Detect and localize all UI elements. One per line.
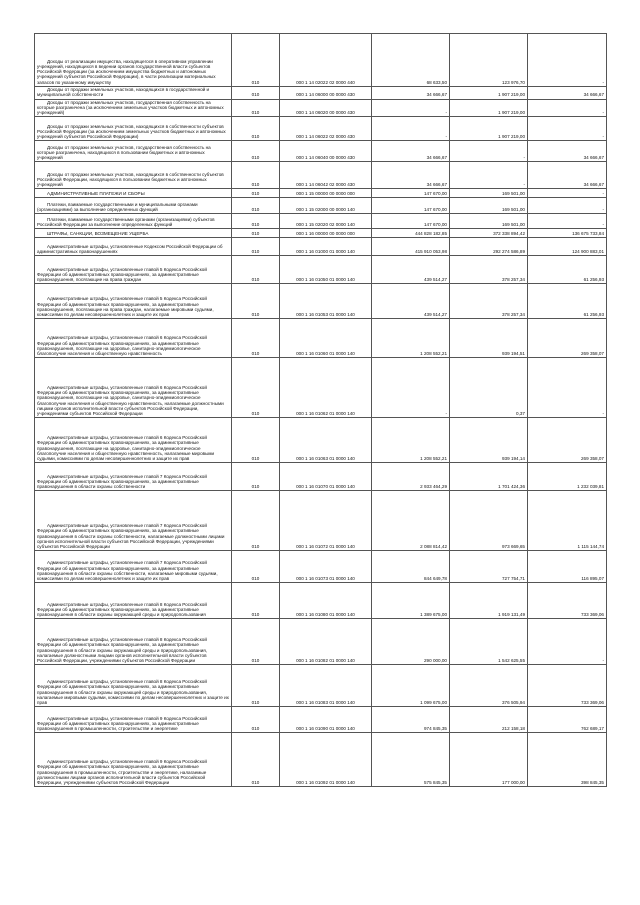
- row-name: Доходы от продажи земельных участков, государственная собственность на которые разграничена (за исключением земельных участков бюджетных и автономных учреждений): [35, 99, 232, 117]
- row-approved: 1 208 552,21: [372, 418, 450, 463]
- row-code: 010: [232, 463, 280, 491]
- row-kbk: 000 1 16 01072 01 0000 140: [280, 491, 372, 551]
- table-row: [35, 198, 607, 214]
- row-executed: 292 274 586,89: [450, 238, 528, 256]
- table-row: [35, 99, 607, 117]
- row-remaining: -: [528, 117, 607, 141]
- row-approved: 1 099 675,00: [372, 665, 450, 707]
- row-code: 010: [232, 198, 280, 214]
- row-remaining: 34 666,67: [528, 141, 607, 162]
- row-kbk: 000 1 15 02000 00 0000 140: [280, 198, 372, 214]
- row-remaining: -: [528, 99, 607, 117]
- row-name: Административные штрафы, установленные главой 5 Кодекса Российской Федерации об административных правонарушениях, за административные правонарушения, посягающие на права граждан: [35, 256, 232, 284]
- row-kbk: 000 1 14 06000 00 0000 430: [280, 87, 372, 100]
- row-remaining: 762 689,17: [528, 707, 607, 733]
- table-row: [35, 229, 607, 238]
- table-row: [35, 34, 607, 87]
- row-kbk: 000 1 16 01082 01 0000 140: [280, 619, 372, 665]
- row-approved: 34 666,67: [372, 141, 450, 162]
- table-row: [35, 141, 607, 162]
- row-approved: 439 514,27: [372, 256, 450, 284]
- row-executed: 973 669,65: [450, 491, 528, 551]
- row-approved: 2 088 814,42: [372, 491, 450, 551]
- row-approved: 439 514,27: [372, 284, 450, 319]
- row-code: 010: [232, 583, 280, 619]
- row-code: 010: [232, 256, 280, 284]
- row-name: АДМИНИСТРАТИВНЫЕ ПЛАТЕЖИ И СБОРЫ: [35, 189, 232, 198]
- table-row: [35, 162, 607, 189]
- row-approved: -: [372, 358, 450, 418]
- row-code: 010: [232, 418, 280, 463]
- row-name: Административные штрафы, установленные главой 8 Кодекса Российской Федерации об административных правонарушениях, за административные правонарушения в области охраны окружающей среды и природопользования, налагаемые мировыми судьями, комиссиями по делам несовершеннолетних и защите их прав: [35, 665, 232, 707]
- table-row: [35, 583, 607, 619]
- row-approved: 68 633,50: [372, 34, 450, 87]
- row-code: 010: [232, 284, 280, 319]
- row-executed: 378 257,34: [450, 284, 528, 319]
- row-kbk: 000 1 16 01000 01 0000 140: [280, 238, 372, 256]
- row-name: Административные штрафы, установленные главой 9 Кодекса Российской Федерации об административных правонарушениях, за административные правонарушения в промышленности, строительстве и энергетике, налагаемые должностными лицами органов исполнительной власти субъектов Российской Федерации, учреждениями субъектов Российской Федерации: [35, 733, 232, 787]
- row-code: 010: [232, 162, 280, 189]
- table-row: [35, 284, 607, 319]
- row-executed: -: [450, 141, 528, 162]
- row-remaining: -: [528, 619, 607, 665]
- row-approved: 575 845,35: [372, 733, 450, 787]
- row-kbk: 000 1 15 00000 00 0000 000: [280, 189, 372, 198]
- table-row: [35, 418, 607, 463]
- row-code: 010: [232, 117, 280, 141]
- row-remaining: 269 358,07: [528, 319, 607, 358]
- row-approved: 1 389 675,00: [372, 583, 450, 619]
- row-code: 010: [232, 189, 280, 198]
- row-name: Административные штрафы, установленные главой 8 Кодекса Российской Федерации об административных правонарушениях, за административные правонарушения в области охраны окружающей среды и природопользования: [35, 583, 232, 619]
- row-executed: 939 194,14: [450, 418, 528, 463]
- row-approved: 974 845,35: [372, 707, 450, 733]
- row-executed: 169 501,00: [450, 214, 528, 229]
- row-code: 010: [232, 619, 280, 665]
- row-code: 010: [232, 87, 280, 100]
- row-kbk: 000 1 16 01083 01 0000 140: [280, 665, 372, 707]
- row-remaining: -: [528, 189, 607, 198]
- row-code: 010: [232, 99, 280, 117]
- row-remaining: 1 115 144,74: [528, 491, 607, 551]
- row-name: Административные штрафы, установленные главой 6 Кодекса Российской Федерации об административных правонарушениях, за административные правонарушения, посягающие на здоровье, санитарно-эпидемиологическое благополучие населения и общественную нравственность: [35, 319, 232, 358]
- row-code: 010: [232, 229, 280, 238]
- table-row: [35, 358, 607, 418]
- row-code: 010: [232, 665, 280, 707]
- row-approved: 147 670,00: [372, 189, 450, 198]
- row-code: 010: [232, 141, 280, 162]
- row-name: Административные штрафы, установленные Кодексом Российской Федерации об административных правонарушениях: [35, 238, 232, 256]
- row-executed: 212 158,18: [450, 707, 528, 733]
- row-kbk: 000 1 16 01090 01 0000 140: [280, 707, 372, 733]
- row-name: Доходы от реализации имущества, находящегося в оперативном управлении учреждений, находящихся в ведении органов государственной власти субъектов Российской Федерации (за исключением имущества бюджетных и автономных учреждений субъектов Российской Федерации), в части реализации материальных запасов по указанному имуществу: [35, 34, 232, 87]
- row-name: Доходы от продажи земельных участков, государственная собственность на которые разграничена, находящихся в пользовании бюджетных и автономных учреждений: [35, 141, 232, 162]
- row-kbk: 000 1 16 01070 01 0000 140: [280, 463, 372, 491]
- row-name: ШТРАФЫ, САНКЦИИ, ВОЗМЕЩЕНИЕ УЩЕРБА: [35, 229, 232, 238]
- row-approved: 444 828 182,85: [372, 229, 450, 238]
- row-executed: 0,37: [450, 358, 528, 418]
- table-row: [35, 117, 607, 141]
- row-name: Платежи, взимаемые государственными и муниципальными органами (организациями) за выполнение определенных функций: [35, 198, 232, 214]
- row-kbk: 000 1 16 01080 01 0000 140: [280, 583, 372, 619]
- row-executed: 1 907 219,00: [450, 99, 528, 117]
- row-executed: 378 257,34: [450, 256, 528, 284]
- row-remaining: 136 675 733,84: [528, 229, 607, 238]
- table-row: [35, 87, 607, 100]
- table-row: [35, 463, 607, 491]
- row-name: Административные штрафы, установленные главой 7 Кодекса Российской Федерации об административных правонарушениях, за административные правонарушения в области охраны собственности, налагаемые должностными лицами органов исполнительной власти субъектов Российской Федерации, учреждениями субъектов Российской Федерации: [35, 491, 232, 551]
- row-kbk: 000 1 16 01053 01 0000 140: [280, 284, 372, 319]
- row-name: Административные штрафы, установленные главой 5 Кодекса Российской Федерации об административных правонарушениях, за административные правонарушения, посягающие на права граждан, налагаемые мировыми судьями, комиссиями по делам несовершеннолетних и защите их прав: [35, 284, 232, 319]
- row-remaining: -: [528, 358, 607, 418]
- table-row: [35, 551, 607, 583]
- row-remaining: 61 256,93: [528, 284, 607, 319]
- row-kbk: 000 1 14 06022 02 0000 430: [280, 117, 372, 141]
- row-executed: 1 701 424,36: [450, 463, 528, 491]
- row-code: 010: [232, 358, 280, 418]
- row-executed: 1 542 625,55: [450, 619, 528, 665]
- row-remaining: 733 369,06: [528, 665, 607, 707]
- row-name: Административные штрафы, установленные главой 7 Кодекса Российской Федерации об административных правонарушениях, за административные правонарушения в области охраны собственности: [35, 463, 232, 491]
- row-executed: 123 976,70: [450, 34, 528, 87]
- row-name: Доходы от продажи земельных участков, находящихся в собственности субъектов Российской Федерации (за исключением земельных участков бюджетных и автономных учреждений субъектов Российской Федерации): [35, 117, 232, 141]
- row-code: 010: [232, 34, 280, 87]
- row-code: 010: [232, 707, 280, 733]
- table-row: [35, 189, 607, 198]
- row-executed: 1 907 219,00: [450, 117, 528, 141]
- table-row: [35, 665, 607, 707]
- row-kbk: 000 1 16 01050 01 0000 140: [280, 256, 372, 284]
- row-remaining: 61 256,93: [528, 256, 607, 284]
- row-code: 010: [232, 551, 280, 583]
- row-remaining: 34 666,67: [528, 162, 607, 189]
- row-code: 010: [232, 214, 280, 229]
- row-kbk: 000 1 14 06040 00 0000 430: [280, 141, 372, 162]
- row-approved: 415 910 053,98: [372, 238, 450, 256]
- row-name: Административные штрафы, установленные главой 9 Кодекса Российской Федерации об административных правонарушениях, за административные правонарушения в промышленности, строительстве и энергетике: [35, 707, 232, 733]
- row-remaining: 733 369,06: [528, 583, 607, 619]
- row-remaining: 34 666,67: [528, 87, 607, 100]
- row-executed: 372 338 894,42: [450, 229, 528, 238]
- row-approved: -: [372, 117, 450, 141]
- table-row: [35, 256, 607, 284]
- table-row: [35, 319, 607, 358]
- row-approved: 34 666,67: [372, 162, 450, 189]
- table-row: [35, 214, 607, 229]
- row-remaining: 269 358,07: [528, 418, 607, 463]
- row-executed: 939 194,51: [450, 319, 528, 358]
- row-name: Платежи, взимаемые государственными органами (организациями) субъектов Российской Федерации за выполнение определенных функций: [35, 214, 232, 229]
- row-code: 010: [232, 319, 280, 358]
- row-remaining: -: [528, 198, 607, 214]
- row-kbk: 000 1 16 01060 01 0000 140: [280, 319, 372, 358]
- row-executed: 727 754,71: [450, 551, 528, 583]
- row-kbk: 000 1 14 06020 00 0000 430: [280, 99, 372, 117]
- row-remaining: -: [528, 214, 607, 229]
- row-name: Административные штрафы, установленные главой 6 Кодекса Российской Федерации об административных правонарушениях, за административные правонарушения, посягающие на здоровье, санитарно-эпидемиологическое благополучие населения и общественную нравственность, налагаемые мировыми судьями, комиссиями по делам несовершеннолетних и защите их прав: [35, 418, 232, 463]
- row-kbk: 000 1 16 01092 01 0000 140: [280, 733, 372, 787]
- row-code: 010: [232, 491, 280, 551]
- table-row: [35, 707, 607, 733]
- row-code: 010: [232, 733, 280, 787]
- revenue-table-body: [35, 34, 607, 787]
- table-row: [35, 238, 607, 256]
- row-remaining: 124 900 883,01: [528, 238, 607, 256]
- row-kbk: 000 1 14 06042 02 0000 430: [280, 162, 372, 189]
- table-row: [35, 619, 607, 665]
- row-kbk: 000 1 16 00000 00 0000 000: [280, 229, 372, 238]
- row-remaining: 1 232 039,81: [528, 463, 607, 491]
- table-row: [35, 733, 607, 787]
- report-page: [34, 33, 606, 787]
- row-remaining: 116 895,07: [528, 551, 607, 583]
- row-kbk: 000 1 16 01063 01 0000 140: [280, 418, 372, 463]
- row-kbk: 000 1 16 01062 01 0000 140: [280, 358, 372, 418]
- row-name: Административные штрафы, установленные главой 6 Кодекса Российской Федерации об административных правонарушениях, за административные правонарушения, посягающие на здоровье, санитарно-эпидемиологическое благополучие населения и общественную нравственность, налагаемые должностными лицами органов исполнительной власти субъектов Российской Федерации, учреждениями субъектов Российской Федерации: [35, 358, 232, 418]
- row-approved: -: [372, 99, 450, 117]
- row-kbk: 000 1 16 01073 01 0000 140: [280, 551, 372, 583]
- row-name: Административные штрафы, установленные главой 7 Кодекса Российской Федерации об административных правонарушениях, за административные правонарушения в области охраны собственности, налагаемые мировыми судьями, комиссиями по делам несовершеннолетних и защите их прав: [35, 551, 232, 583]
- row-approved: 34 666,67: [372, 87, 450, 100]
- row-executed: 177 000,00: [450, 733, 528, 787]
- row-remaining: -: [528, 34, 607, 87]
- row-remaining: 398 845,35: [528, 733, 607, 787]
- table-row: [35, 491, 607, 551]
- row-executed: -: [450, 162, 528, 189]
- row-name: Административные штрафы, установленные главой 8 Кодекса Российской Федерации об административных правонарушениях, за административные правонарушения в области охраны окружающей среды и природопользования, налагаемые должностными лицами органов исполнительной власти субъектов Российской Федерации, учреждениями субъектов Российской Федерации: [35, 619, 232, 665]
- row-approved: 2 933 464,29: [372, 463, 450, 491]
- row-executed: 1 907 219,00: [450, 87, 528, 100]
- row-executed: 376 505,94: [450, 665, 528, 707]
- row-executed: 169 501,00: [450, 189, 528, 198]
- row-name: Доходы от продажи земельных участков, находящихся в государственной и муниципальной собственности: [35, 87, 232, 100]
- row-code: 010: [232, 238, 280, 256]
- row-approved: 1 208 552,21: [372, 319, 450, 358]
- row-executed: 169 501,00: [450, 198, 528, 214]
- row-name: Доходы от продажи земельных участков, находящихся в собственности субъектов Российской Федерации, находящихся в пользовании бюджетных и автономных учреждений: [35, 162, 232, 189]
- row-executed: 1 919 131,49: [450, 583, 528, 619]
- row-approved: 147 670,00: [372, 198, 450, 214]
- revenue-table: [34, 33, 607, 787]
- row-approved: 147 670,00: [372, 214, 450, 229]
- row-kbk: 000 1 14 02022 02 0000 440: [280, 34, 372, 87]
- row-approved: 844 649,78: [372, 551, 450, 583]
- row-kbk: 000 1 15 02020 02 0000 140: [280, 214, 372, 229]
- row-approved: 290 000,00: [372, 619, 450, 665]
